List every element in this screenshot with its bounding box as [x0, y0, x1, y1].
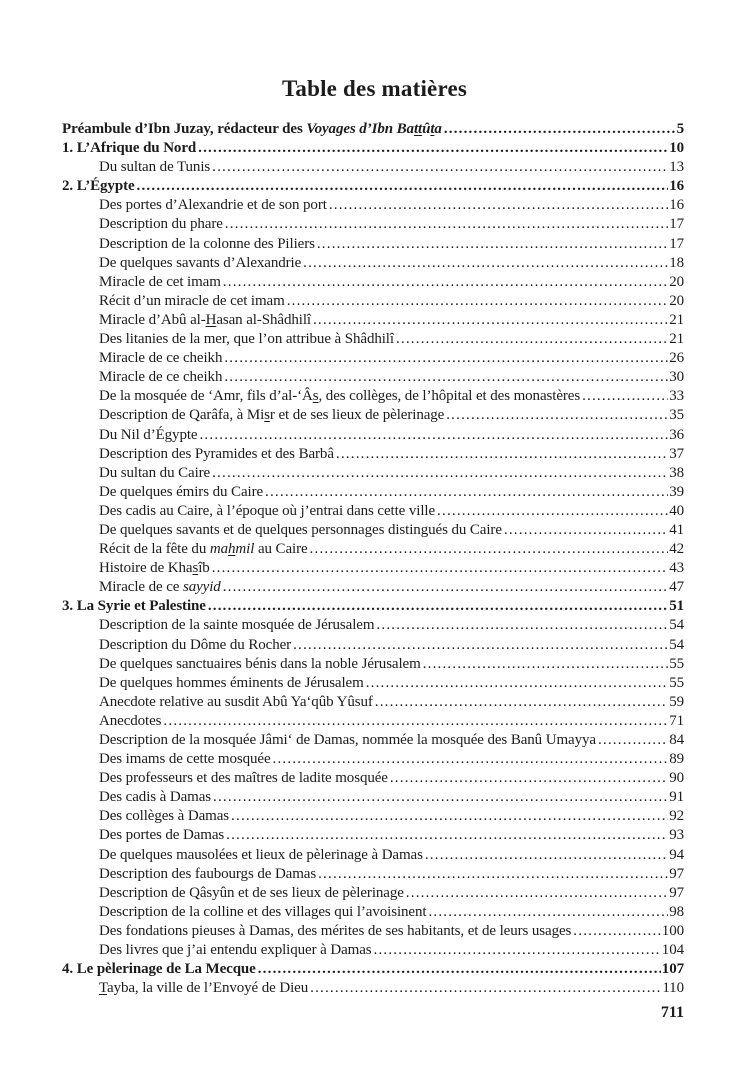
toc-entry-page-number: 18	[669, 254, 684, 271]
toc-entry-page-number: 55	[669, 655, 684, 672]
dot-leader	[375, 693, 668, 712]
toc-entry-label: Description des faubourgs de Damas	[99, 865, 317, 882]
toc-entry	[62, 235, 684, 254]
toc-entry	[62, 445, 684, 464]
toc-entry	[62, 426, 684, 445]
toc-entry-page-number: 16	[669, 178, 684, 195]
toc-entry	[62, 464, 684, 483]
dot-leader	[208, 597, 668, 616]
dot-leader	[396, 330, 668, 349]
dot-leader	[329, 196, 668, 215]
toc-entry-label: Du Nil d’Égypte	[99, 426, 198, 443]
dot-leader	[212, 464, 668, 483]
toc-entry-page-number: 55	[669, 674, 684, 691]
toc-entry-page-number: 51	[669, 598, 684, 615]
dot-leader	[265, 483, 668, 502]
toc-entry-page-number: 104	[661, 942, 684, 959]
toc-entry-label: Des livres que j’ai entendu expliquer à Damas	[99, 942, 372, 959]
toc-entry	[62, 177, 684, 196]
toc-entry	[62, 120, 684, 139]
toc-entry-page-number: 38	[669, 464, 684, 481]
dot-leader	[446, 406, 668, 425]
toc-entry-label: Des cadis à Damas	[99, 789, 212, 806]
toc-entry-page-number: 30	[669, 369, 684, 386]
dot-leader	[199, 426, 668, 445]
toc-entry-page-number: 40	[669, 502, 684, 519]
toc-entry-page-number: 21	[669, 311, 684, 328]
toc-entry-page-number: 54	[669, 617, 684, 634]
dot-leader	[444, 120, 676, 139]
toc-entry	[62, 807, 684, 826]
toc-entry	[62, 674, 684, 693]
toc-entry-page-number: 59	[669, 693, 684, 710]
dot-leader	[428, 903, 668, 922]
toc-entry-page-number: 39	[669, 483, 684, 500]
dot-leader	[318, 865, 668, 884]
toc-entry-page-number: 100	[661, 922, 684, 939]
dot-leader	[504, 521, 668, 540]
toc-entry-page-number: 91	[669, 789, 684, 806]
toc-entry-page-number: 93	[669, 827, 684, 844]
dot-leader	[225, 215, 668, 234]
toc-entry-label: Anecdote relative au susdit Abû Ya‘qûb Yûsuf	[99, 693, 373, 710]
dot-leader	[212, 158, 668, 177]
toc-entry-page-number: 20	[669, 292, 684, 309]
toc-entry	[62, 769, 684, 788]
toc-entry-page-number: 26	[669, 350, 684, 367]
toc-entry	[62, 292, 684, 311]
dot-leader	[137, 177, 669, 196]
toc-entry	[62, 750, 684, 769]
toc-entry	[62, 196, 684, 215]
dot-leader	[163, 712, 668, 731]
toc-entry-page-number: 37	[669, 445, 684, 462]
dot-leader	[223, 578, 668, 597]
dot-leader	[198, 139, 668, 158]
toc-entry-page-number: 47	[669, 579, 684, 596]
toc-entry-label: De quelques émirs du Caire	[99, 483, 264, 500]
toc-entry	[62, 903, 684, 922]
toc-entry-label: Histoire de Khasîb	[99, 560, 210, 577]
toc-entry-label: Description de la sainte mosquée de Jérusalem	[99, 617, 375, 634]
dot-leader	[376, 616, 668, 635]
toc-entry	[62, 826, 684, 845]
footer-page-number: 711	[660, 1004, 684, 1021]
toc-entry-label: De quelques savants et de quelques personnages distingués du Caire	[99, 521, 502, 538]
toc-entry-label: Tayba, la ville de l’Envoyé de Dieu	[99, 980, 309, 997]
dot-leader	[366, 674, 669, 693]
toc-entry	[62, 731, 684, 750]
toc-entry-label: Des collèges à Damas	[99, 808, 230, 825]
toc-entry	[62, 521, 684, 540]
toc-entry-page-number: 90	[669, 770, 684, 787]
toc-entry	[62, 158, 684, 177]
toc-entry-label: Description de la mosquée Jâmi‘ de Damas, nommée la mosquée des Banû Umayya	[99, 732, 596, 748]
toc-entry-label: Anecdotes	[99, 712, 162, 729]
toc-entry-label: Des fondations pieuses à Damas, des mérites de ses habitants, et de leurs usages	[99, 922, 572, 939]
toc-entry-label: Récit d’un miracle de cet imam	[99, 292, 285, 309]
toc-entry-label: Description du Dôme du Rocher	[99, 636, 292, 653]
toc-entry	[62, 884, 684, 903]
dot-leader	[390, 769, 668, 788]
toc-entry-page-number: 17	[669, 216, 684, 233]
toc-entry-label: De la mosquée de ‘Amr, fils d’al-‘Âs, des collèges, de l’hôpital et des monastères	[99, 388, 581, 405]
toc-entry-label: Description du phare	[99, 216, 223, 233]
toc-entry	[62, 387, 684, 406]
toc-entry-label: Description de la colline et des villages qui l’avoisinent	[99, 903, 427, 920]
dot-leader	[406, 884, 668, 903]
toc-entry-page-number: 36	[669, 426, 684, 443]
toc-entry-page-number: 98	[669, 903, 684, 920]
toc-entry	[62, 139, 684, 158]
toc-entry	[62, 655, 684, 674]
toc-entry-label: Récit de la fête du mahmil au Caire	[99, 541, 308, 558]
toc-entry	[62, 483, 684, 502]
toc-entry	[62, 349, 684, 368]
toc-entry	[62, 788, 684, 807]
toc-entry-page-number: 92	[669, 808, 684, 825]
toc-entry-page-number: 54	[669, 636, 684, 653]
toc-entry-label: Des cadis au Caire, à l’époque où j’entrai dans cette ville	[99, 502, 436, 519]
toc-entry-page-number: 71	[669, 712, 684, 729]
toc-entry-label: Des litanies de la mer, que l’on attribue à Shâdhilî	[99, 331, 394, 348]
toc-entry	[62, 979, 684, 998]
toc-entry-label: 3. La Syrie et Palestine	[62, 598, 206, 615]
dot-leader	[213, 788, 668, 807]
toc-entry-page-number: 41	[669, 521, 684, 538]
toc-entry-page-number: 97	[669, 865, 684, 882]
toc-entry	[62, 616, 684, 635]
toc-entry-page-number: 84	[669, 732, 684, 748]
toc-entry-page-number: 20	[669, 273, 684, 290]
dot-leader	[310, 540, 669, 559]
toc-entry	[62, 215, 684, 234]
dot-leader	[287, 292, 669, 311]
dot-leader	[223, 273, 668, 292]
toc-entry-page-number: 35	[669, 407, 684, 424]
toc-entry-label: Des professeurs et des maîtres de ladite mosquée	[99, 770, 388, 787]
toc-entry	[62, 712, 684, 731]
toc-entry-page-number: 42	[669, 541, 684, 558]
toc-entry-label: De quelques hommes éminents de Jérusalem	[99, 674, 364, 691]
dot-leader	[212, 559, 668, 578]
toc-entry-page-number: 16	[669, 197, 684, 214]
toc-entry	[62, 368, 684, 387]
dot-leader	[310, 979, 661, 998]
toc-entry-page-number: 17	[669, 235, 684, 252]
toc-entry-label: De quelques mausolées et lieux de pèlerinage à Damas	[99, 846, 423, 863]
dot-leader	[425, 846, 668, 865]
toc-entry-label: Du sultan du Caire	[99, 464, 211, 481]
dot-leader	[374, 941, 661, 960]
toc-entry-label: Description de Qâsyûn et de ses lieux de pèlerinage	[99, 884, 404, 901]
toc-entry	[62, 330, 684, 349]
dot-leader	[317, 235, 668, 254]
toc-entry-page-number: 5	[676, 121, 684, 137]
toc-entry-label: Des portes d’Alexandrie et de son port	[99, 197, 327, 214]
dot-leader	[226, 826, 668, 845]
dot-leader	[437, 502, 668, 521]
toc-entry-label: De quelques sanctuaires bénis dans la noble Jérusalem	[99, 655, 421, 672]
dot-leader	[336, 445, 668, 464]
toc-entry	[62, 636, 684, 655]
toc-entry	[62, 597, 684, 616]
toc-entry-label: Miracle de ce cheikh	[99, 369, 223, 386]
toc-entry	[62, 693, 684, 712]
toc-entry-page-number: 43	[669, 560, 684, 577]
dot-leader	[303, 254, 668, 273]
toc-entry-page-number: 13	[669, 159, 684, 176]
toc-entry-page-number: 97	[669, 884, 684, 901]
dot-leader	[293, 636, 668, 655]
toc-entry-label: 1. L’Afrique du Nord	[62, 140, 197, 157]
toc-entry-label: Miracle de ce sayyid	[99, 579, 221, 596]
toc-entry-label: Du sultan de Tunis	[99, 159, 211, 176]
dot-leader	[582, 387, 668, 406]
toc-entry-label: 2. L’Égypte	[62, 178, 135, 195]
dot-leader	[313, 311, 668, 330]
toc-entry	[62, 273, 684, 292]
toc-entry	[62, 502, 684, 521]
page-title: Table des matières	[281, 76, 468, 101]
toc-entry	[62, 540, 684, 559]
toc-entry	[62, 922, 684, 941]
toc-entry-label: Description des Pyramides et des Barbâ	[99, 445, 334, 462]
dot-leader	[224, 368, 668, 387]
dot-leader	[598, 731, 668, 750]
toc-entry-label: Description de Qarâfa, à Misr et de ses lieux de pèlerinage	[99, 407, 445, 424]
dot-leader	[231, 807, 668, 826]
toc-entry-page-number: 94	[669, 846, 684, 863]
toc-entry-label: Préambule d’Ibn Juzay, rédacteur des Voyages d’Ibn Battûta	[62, 121, 442, 137]
toc-entry-page-number: 107	[661, 961, 684, 978]
dot-leader	[273, 750, 669, 769]
toc-entry-label: Miracle d’Abû al-Hasan al-Shâdhilî	[99, 311, 311, 328]
dot-leader	[258, 960, 661, 979]
toc-entry-page-number: 33	[669, 388, 684, 405]
table-of-contents	[62, 120, 684, 998]
toc-entry	[62, 311, 684, 330]
toc-entry	[62, 406, 684, 425]
toc-entry-label: Description de la colonne des Piliers	[99, 235, 315, 252]
toc-entry-label: Des imams de cette mosquée	[99, 751, 271, 768]
toc-entry-page-number: 21	[669, 331, 684, 348]
toc-entry-label: Des portes de Damas	[99, 827, 225, 844]
toc-entry	[62, 846, 684, 865]
dot-leader	[224, 349, 668, 368]
toc-entry-label: De quelques savants d’Alexandrie	[99, 254, 302, 271]
toc-entry-page-number: 10	[669, 140, 684, 157]
toc-entry	[62, 578, 684, 597]
toc-entry-label: 4. Le pèlerinage de La Mecque	[62, 961, 256, 978]
toc-entry	[62, 865, 684, 884]
toc-entry	[62, 941, 684, 960]
dot-leader	[573, 922, 661, 941]
toc-entry	[62, 559, 684, 578]
dot-leader	[423, 655, 669, 674]
toc-entry-label: Miracle de ce cheikh	[99, 350, 223, 367]
toc-entry-label: Miracle de cet imam	[99, 273, 221, 290]
toc-entry-page-number: 110	[662, 980, 684, 997]
toc-entry	[62, 960, 684, 979]
toc-entry-page-number: 89	[669, 751, 684, 768]
toc-entry	[62, 254, 684, 273]
